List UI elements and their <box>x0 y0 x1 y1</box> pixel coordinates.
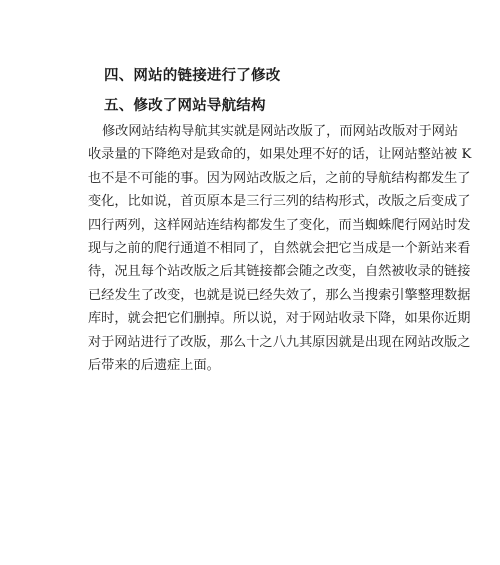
paragraph-line: 后带来的后遗症上面。 <box>88 357 220 373</box>
paragraph-line: 修改网站结构导航其实就是网站改版了，而网站改版对于网站 <box>102 124 459 139</box>
section-heading-4: 四、网站的链接进行了修改 <box>104 67 281 84</box>
paragraph-line: 已经发生了改变，也就是说已经失效了，那么当搜索引擎整理数据 <box>88 287 471 303</box>
paragraph-line: 现与之前的爬行通道不相同了，自然就会把它当成是一个新站来看 <box>88 240 471 256</box>
paragraph-line: 变化，比如说，首页原本是三行三列的结构形式，改版之后变成了 <box>88 194 471 210</box>
section-heading-5: 五、修改了网站导航结构 <box>104 97 266 114</box>
paragraph-line: 待，况且每个站改版之后其链接都会随之改变，自然被收录的链接 <box>88 264 471 280</box>
paragraph-line: 收录量的下降绝对是致命的，如果处理不好的话，让网站整站被 K <box>88 147 472 163</box>
paragraph-line: 四行两列，这样网站连结构都发生了变化，而当蜘蛛爬行网站时发 <box>88 217 471 233</box>
paragraph-line: 也不是不可能的事。因为网站改版之后，之前的导航结构都发生了 <box>88 170 471 186</box>
body-paragraph <box>88 120 472 377</box>
paragraph-line: 库时，就会把它们删掉。所以说，对于网站收录下降，如果你近期 <box>88 311 471 327</box>
paragraph-line: 对于网站进行了改版，那么十之八九其原因就是出现在网站改版之 <box>88 334 471 350</box>
